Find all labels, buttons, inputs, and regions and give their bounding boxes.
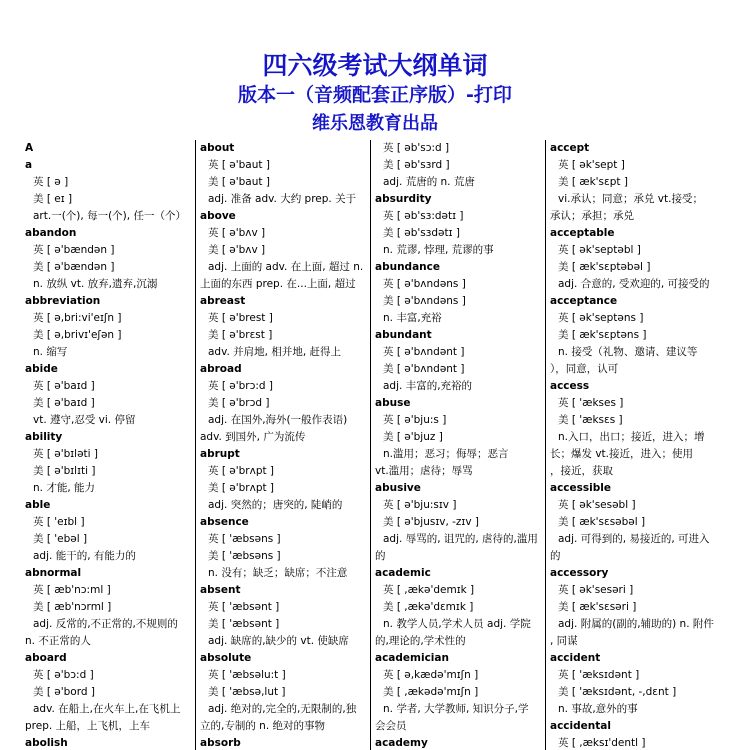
definition-line: n. 丰富,充裕 — [383, 312, 442, 324]
phonetic-line: 英 [ ə'bju:s ] — [383, 414, 447, 426]
page-subtitle: 版本一（音频配套正序版）-打印 — [238, 84, 512, 106]
headword: above — [200, 210, 236, 222]
definition-line: adj. 突然的；唐突的, 陡峭的 — [208, 499, 343, 511]
phonetic-line: 英 [ əb'sɔ:d ] — [383, 142, 450, 154]
definition-continued: ，接近，获取 — [550, 465, 613, 477]
definition-continued: 的,理论的,学术性的 — [375, 635, 466, 647]
headword: accident — [550, 652, 601, 664]
headword: absence — [200, 516, 249, 528]
phonetic-line: 美 [ ,ækədə'mɪʃn ] — [383, 686, 479, 698]
definition-continued: 的 — [550, 550, 561, 562]
vocabulary-columns — [0, 140, 750, 750]
phonetic-line: 英 [ ək'sesəbl ] — [558, 499, 636, 511]
definition-line: adj. 丰富的,充裕的 — [383, 380, 473, 392]
definition-line: adj. 辱骂的, 诅咒的, 虐待的,滥用 — [383, 533, 538, 545]
headword: abnormal — [25, 567, 82, 579]
definition-line: adj. 缺席的,缺少的 vt. 使缺席 — [208, 635, 349, 647]
column-divider — [195, 140, 196, 750]
phonetic-line: 美 [ ə'baɪd ] — [33, 397, 95, 409]
phonetic-line: 英 [ ə ] — [33, 176, 69, 188]
definition-line: n. 接受（礼物、邀请、建议等 — [558, 346, 698, 358]
headword: abrupt — [200, 448, 240, 460]
definition-continued: , 同谋 — [550, 635, 578, 647]
phonetic-line: 英 [ əb'sɜ:dətɪ ] — [383, 210, 464, 222]
phonetic-line: 英 [ ə'brʌpt ] — [208, 465, 275, 477]
phonetic-line: 英 [ ə'baɪd ] — [33, 380, 95, 392]
definition-continued: 立的,专制的 n. 绝对的事物 — [200, 720, 326, 732]
definition-line: n. 才能, 能力 — [33, 482, 96, 494]
phonetic-line: 美 [ ə'bʌndənt ] — [383, 363, 465, 375]
phonetic-line: 美 [ æk'sɛsəbəl ] — [558, 516, 646, 528]
phonetic-line: 美 [ əb'sɜdətɪ ] — [383, 227, 460, 239]
definition-line: adj. 能干的, 有能力的 — [33, 550, 136, 562]
phonetic-line: 美 [ ə'baut ] — [208, 176, 270, 188]
headword: able — [25, 499, 51, 511]
definition-line: vi.承认；同意；承兑 vt.接受； — [558, 193, 703, 205]
definition-line: n. 缩写 — [33, 346, 68, 358]
definition-continued: vt.滥用；虐待；辱骂 — [375, 465, 473, 477]
definition-line: adj. 准备 adv. 大约 prep. 关于 — [208, 193, 357, 205]
headword: absolute — [200, 652, 252, 664]
headword: academic — [375, 567, 431, 579]
vocab-column-2 — [200, 140, 366, 750]
phonetic-line: 美 [ æk'sɛpt ] — [558, 176, 628, 188]
headword: abundant — [375, 329, 432, 341]
phonetic-line: 美 [ ə'brɔd ] — [208, 397, 270, 409]
headword: abbreviation — [25, 295, 101, 307]
phonetic-line: 美 [ 'ebəl ] — [33, 533, 88, 545]
phonetic-line: 英 [ ,æksɪ'dentl ] — [558, 737, 646, 749]
phonetic-line: 英 [ 'eɪbl ] — [33, 516, 85, 528]
phonetic-line: 英 [ 'æksɪdənt ] — [558, 669, 640, 681]
phonetic-line: 英 [ ə'bʌndənt ] — [383, 346, 465, 358]
phonetic-line: 美 [ 'æksɛs ] — [558, 414, 623, 426]
definition-line: n. 事故,意外的事 — [558, 703, 638, 715]
phonetic-line: 美 [ ə'brɛst ] — [208, 329, 273, 341]
phonetic-line: 美 [ əb'sɜrd ] — [383, 159, 450, 171]
vocab-column-1 — [25, 140, 191, 750]
definition-continued: 会会员 — [375, 720, 407, 732]
headword: a — [25, 159, 33, 171]
phonetic-line: 美 [ 'æksɪdənt, -,dɛnt ] — [558, 686, 677, 698]
definition-continued: 长；爆发 vt.接近，进入；使用 — [550, 448, 694, 460]
definition-continued: n. 不正常的人 — [25, 635, 91, 647]
definition-line: adj. 合意的, 受欢迎的, 可接受的 — [558, 278, 710, 290]
headword: abolish — [25, 737, 68, 749]
definition-line: adj. 反常的,不正常的,不规则的 — [33, 618, 178, 630]
phonetic-line: 英 [ ə'brɔ:d ] — [208, 380, 274, 392]
phonetic-line: 英 [ ə'bɪləti ] — [33, 448, 99, 460]
headword: abusive — [375, 482, 421, 494]
phonetic-line: 英 [ ək'sesəri ] — [558, 584, 634, 596]
phonetic-line: 英 [ ək'septəbl ] — [558, 244, 641, 256]
definition-continued: adv. 到国外, 广为流传 — [200, 431, 306, 443]
page-header — [0, 0, 750, 140]
phonetic-line: 英 [ 'ækses ] — [558, 397, 624, 409]
headword: acceptable — [550, 227, 615, 239]
publisher-line: 维乐恩教育出品 — [312, 113, 438, 134]
headword: abroad — [200, 363, 242, 375]
phonetic-line: 美 [ 'æbsəns ] — [208, 550, 281, 562]
phonetic-line: 美 [ ə'bjuz ] — [383, 431, 443, 443]
phonetic-line: 美 [ ə'brʌpt ] — [208, 482, 275, 494]
definition-continued: 上面的东西 prep. 在...上面, 超过 — [200, 278, 356, 290]
headword: acceptance — [550, 295, 618, 307]
phonetic-line: 英 [ ə'bju:sɪv ] — [383, 499, 457, 511]
definition-continued: 承认；承担；承兑 — [550, 210, 634, 222]
headword: accessory — [550, 567, 609, 579]
phonetic-line: 美 [ æk'sɛsəri ] — [558, 601, 637, 613]
definition-line: n. 荒谬, 悖理, 荒谬的事 — [383, 244, 494, 256]
definition-line: n. 没有；缺乏；缺席；不注意 — [208, 567, 348, 579]
definition-line: n.滥用；恶习；侮辱；恶言 — [383, 448, 509, 460]
phonetic-line: 英 [ ə'bɔ:d ] — [33, 669, 94, 681]
phonetic-line: 美 [ æk'sɛptəns ] — [558, 329, 647, 341]
headword: absurdity — [375, 193, 432, 205]
definition-line: n.入口，出口；接近，进入；增 — [558, 431, 705, 443]
definition-line: n. 学者, 大学教师, 知识分子,学 — [383, 703, 529, 715]
phonetic-line: 美 [ ə'bʌv ] — [208, 244, 266, 256]
definition-line: adj. 上面的 adv. 在上面, 超过 n. — [208, 261, 364, 273]
definition-continued: prep. 上船，上飞机，上车 — [25, 720, 151, 732]
headword: about — [200, 142, 235, 154]
definition-continued: ），同意，认可 — [550, 363, 619, 375]
headword: accidental — [550, 720, 611, 732]
page-title: 四六级考试大纲单词 — [262, 51, 488, 80]
headword: access — [550, 380, 590, 392]
headword: aboard — [25, 652, 67, 664]
phonetic-line: 美 [ ə'bjusɪv, -zɪv ] — [383, 516, 479, 528]
definition-line: n. 放纵 vt. 放弃,遗弃,沉溺 — [33, 278, 158, 290]
headword: abide — [25, 363, 58, 375]
phonetic-line: 英 [ 'æbsəns ] — [208, 533, 281, 545]
phonetic-line: 美 [ ,ækə'dɛmɪk ] — [383, 601, 474, 613]
definition-line: adj. 在国外,海外(一般作表语) — [208, 414, 348, 426]
definition-line: adv. 在船上,在火车上,在飞机上 — [33, 703, 181, 715]
headword: abundance — [375, 261, 440, 273]
column-divider — [545, 140, 546, 750]
phonetic-line: 美 [ æk'sɛptəbəl ] — [558, 261, 651, 273]
phonetic-line: 美 [ ə'bord ] — [33, 686, 95, 698]
definition-line: adj. 绝对的,完全的,无限制的,独 — [208, 703, 357, 715]
phonetic-line: 英 [ ək'sept ] — [558, 159, 625, 171]
phonetic-line: 美 [ ə'bændən ] — [33, 261, 115, 273]
phonetic-line: 英 [ ə'baut ] — [208, 159, 270, 171]
phonetic-line: 英 [ ə'brest ] — [208, 312, 273, 324]
headword: academy — [375, 737, 428, 749]
phonetic-line: 美 [ 'æbsə,lut ] — [208, 686, 286, 698]
definition-line: art.一(个), 每一(个), 任一（个） — [33, 210, 186, 222]
phonetic-line: 英 [ ə'bʌv ] — [208, 227, 266, 239]
column-divider — [370, 140, 371, 750]
definition-line: adv. 并肩地, 相并地, 赶得上 — [208, 346, 342, 358]
headword: accept — [550, 142, 590, 154]
phonetic-line: 英 [ æb'nɔ:ml ] — [33, 584, 111, 596]
phonetic-line: 美 [ eɪ ] — [33, 193, 73, 205]
definition-line: adj. 附属的(副的,辅助的) n. 附件 — [558, 618, 714, 630]
phonetic-line: 英 [ ə'bʌndəns ] — [383, 278, 466, 290]
headword: absent — [200, 584, 241, 596]
definition-line: adj. 荒唐的 n. 荒唐 — [383, 176, 475, 188]
phonetic-line: 英 [ ə,kædə'mɪʃn ] — [383, 669, 479, 681]
phonetic-line: 英 [ 'æbsənt ] — [208, 601, 280, 613]
headword: abandon — [25, 227, 77, 239]
definition-line: vt. 遵守,忍受 vi. 停留 — [33, 414, 136, 426]
vocab-column-4 — [550, 140, 720, 750]
phonetic-line: 美 [ æb'nɔrml ] — [33, 601, 112, 613]
headword: absorb — [200, 737, 241, 749]
headword: ability — [25, 431, 63, 443]
phonetic-line: 英 [ ə,bri:vi'eɪʃn ] — [33, 312, 122, 324]
definition-line: n. 教学人员,学术人员 adj. 学院 — [383, 618, 531, 630]
phonetic-line: 英 [ ,ækə'demɪk ] — [383, 584, 475, 596]
phonetic-line: 美 [ ə'bʌndəns ] — [383, 295, 466, 307]
phonetic-line: 美 [ ə'bɪlɪti ] — [33, 465, 96, 477]
headword: abuse — [375, 397, 411, 409]
phonetic-line: 英 [ 'æbsəlu:t ] — [208, 669, 286, 681]
phonetic-line: 英 [ ək'septəns ] — [558, 312, 644, 324]
headword: A — [25, 142, 34, 154]
definition-line: adj. 可得到的, 易接近的, 可进入 — [558, 533, 710, 545]
headword: abreast — [200, 295, 246, 307]
vocab-column-3 — [375, 140, 541, 750]
phonetic-line: 英 [ ə'bændən ] — [33, 244, 115, 256]
phonetic-line: 美 [ ə,brivɪ'eʃən ] — [33, 329, 122, 341]
phonetic-line: 美 [ 'æbsənt ] — [208, 618, 280, 630]
headword: accessible — [550, 482, 611, 494]
definition-continued: 的 — [375, 550, 386, 562]
headword: academician — [375, 652, 449, 664]
